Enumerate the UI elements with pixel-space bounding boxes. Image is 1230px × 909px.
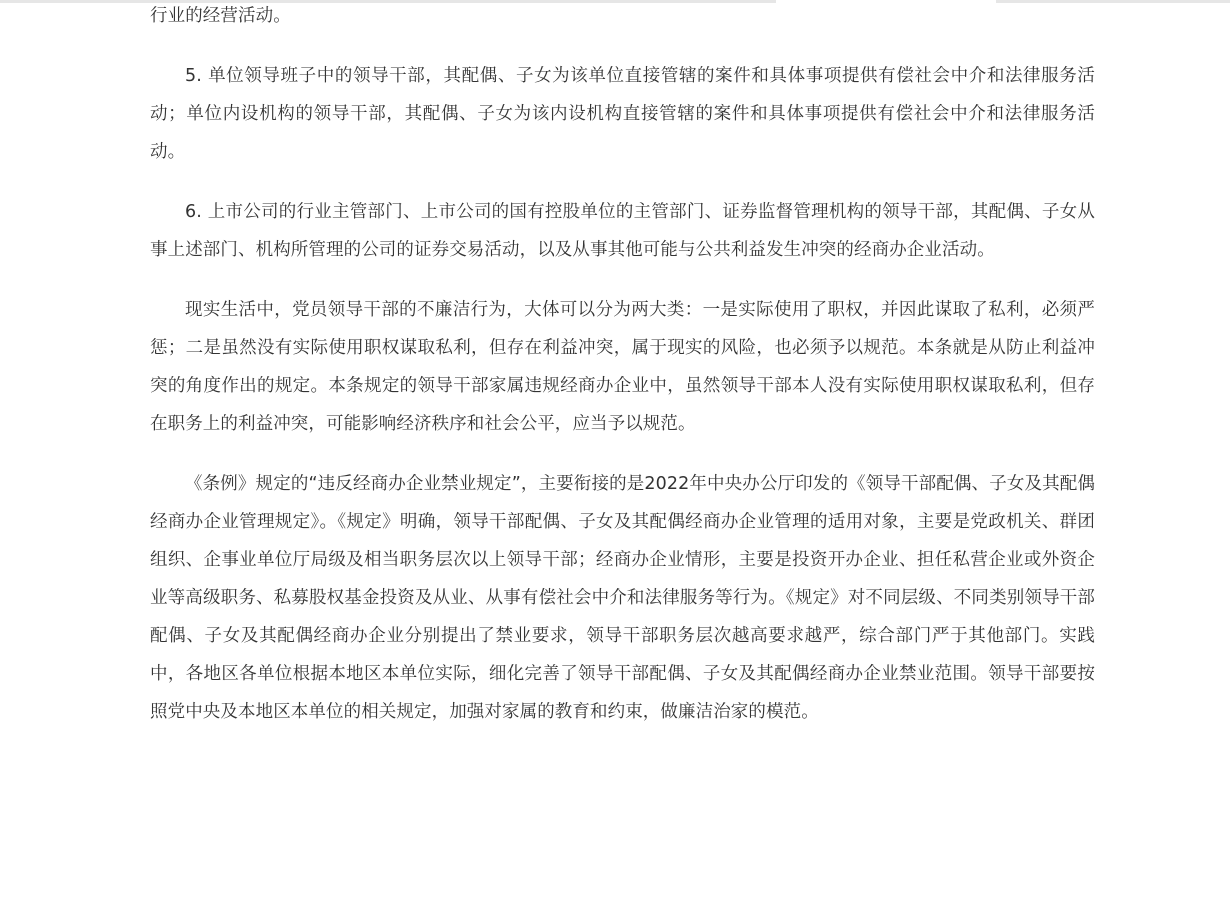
paragraph-gap xyxy=(150,269,1095,291)
paragraph-regulation: 《条例》规定的“违反经商办企业禁业规定”，主要衔接的是2022年中央办公厅印发的《领导干部配偶、子女及其配偶经商办企业管理规定》。《规定》明确，领导干部配偶、子女及其配偶经商办企业管理的适用对象，主要是党政机关、群团组织、企事业单位厅局级及相当职务层次以上领导干部；经商办企业情形，主要是投资开办企业、担任私营企业或外资企业等高级职务、私募股权基金投资及从业、从事有偿社会中介和法律服务等行为。《规定》对不同层级、不同类别领导干部配偶、子女及其配偶经商办企业分别提出了禁业要求，领导干部职务层次越高要求越严，综合部门严于其他部门。实践中，各地区各单位根据本地区本单位实际，细化完善了领导干部配偶、子女及其配偶经商办企业禁业范围。领导干部要按照党中央及本地区本单位的相关规定，加强对家属的教育和约束，做廉洁治家的模范。 xyxy=(150,474,1095,722)
paragraph-item-6: 6. 上市公司的行业主管部门、上市公司的国有控股单位的主管部门、证券监督管理机构的领导干部，其配偶、子女从事上述部门、机构所管理的公司的证券交易活动，以及从事其他可能与公共利益发生冲突的经商办企业活动。 xyxy=(150,202,1095,260)
paragraph-item-5: 5. 单位领导班子中的领导干部，其配偶、子女为该单位直接管辖的案件和具体事项提供有偿社会中介和法律服务活动；单位内设机构的领导干部，其配偶、子女为该内设机构直接管辖的案件和具体事项提供有偿社会中介和法律服务活动。 xyxy=(150,66,1095,162)
paragraph-gap xyxy=(150,171,1095,193)
article-body xyxy=(150,0,1095,731)
paragraph-explanation: 现实生活中，党员领导干部的不廉洁行为，大体可以分为两大类：一是实际使用了职权，并因此谋取了私利，必须严惩；二是虽然没有实际使用职权谋取私利，但存在利益冲突，属于现实的风险，也必须予以规范。本条就是从防止利益冲突的角度作出的规定。本条规定的领导干部家属违规经商办企业中，虽然领导干部本人没有实际使用职权谋取私利，但存在职务上的利益冲突，可能影响经济秩序和社会公平，应当予以规范。 xyxy=(150,300,1095,434)
paragraph-gap xyxy=(150,35,1095,57)
paragraph-continued: 行业的经营活动。 xyxy=(150,6,291,26)
paragraph-gap xyxy=(150,443,1095,465)
